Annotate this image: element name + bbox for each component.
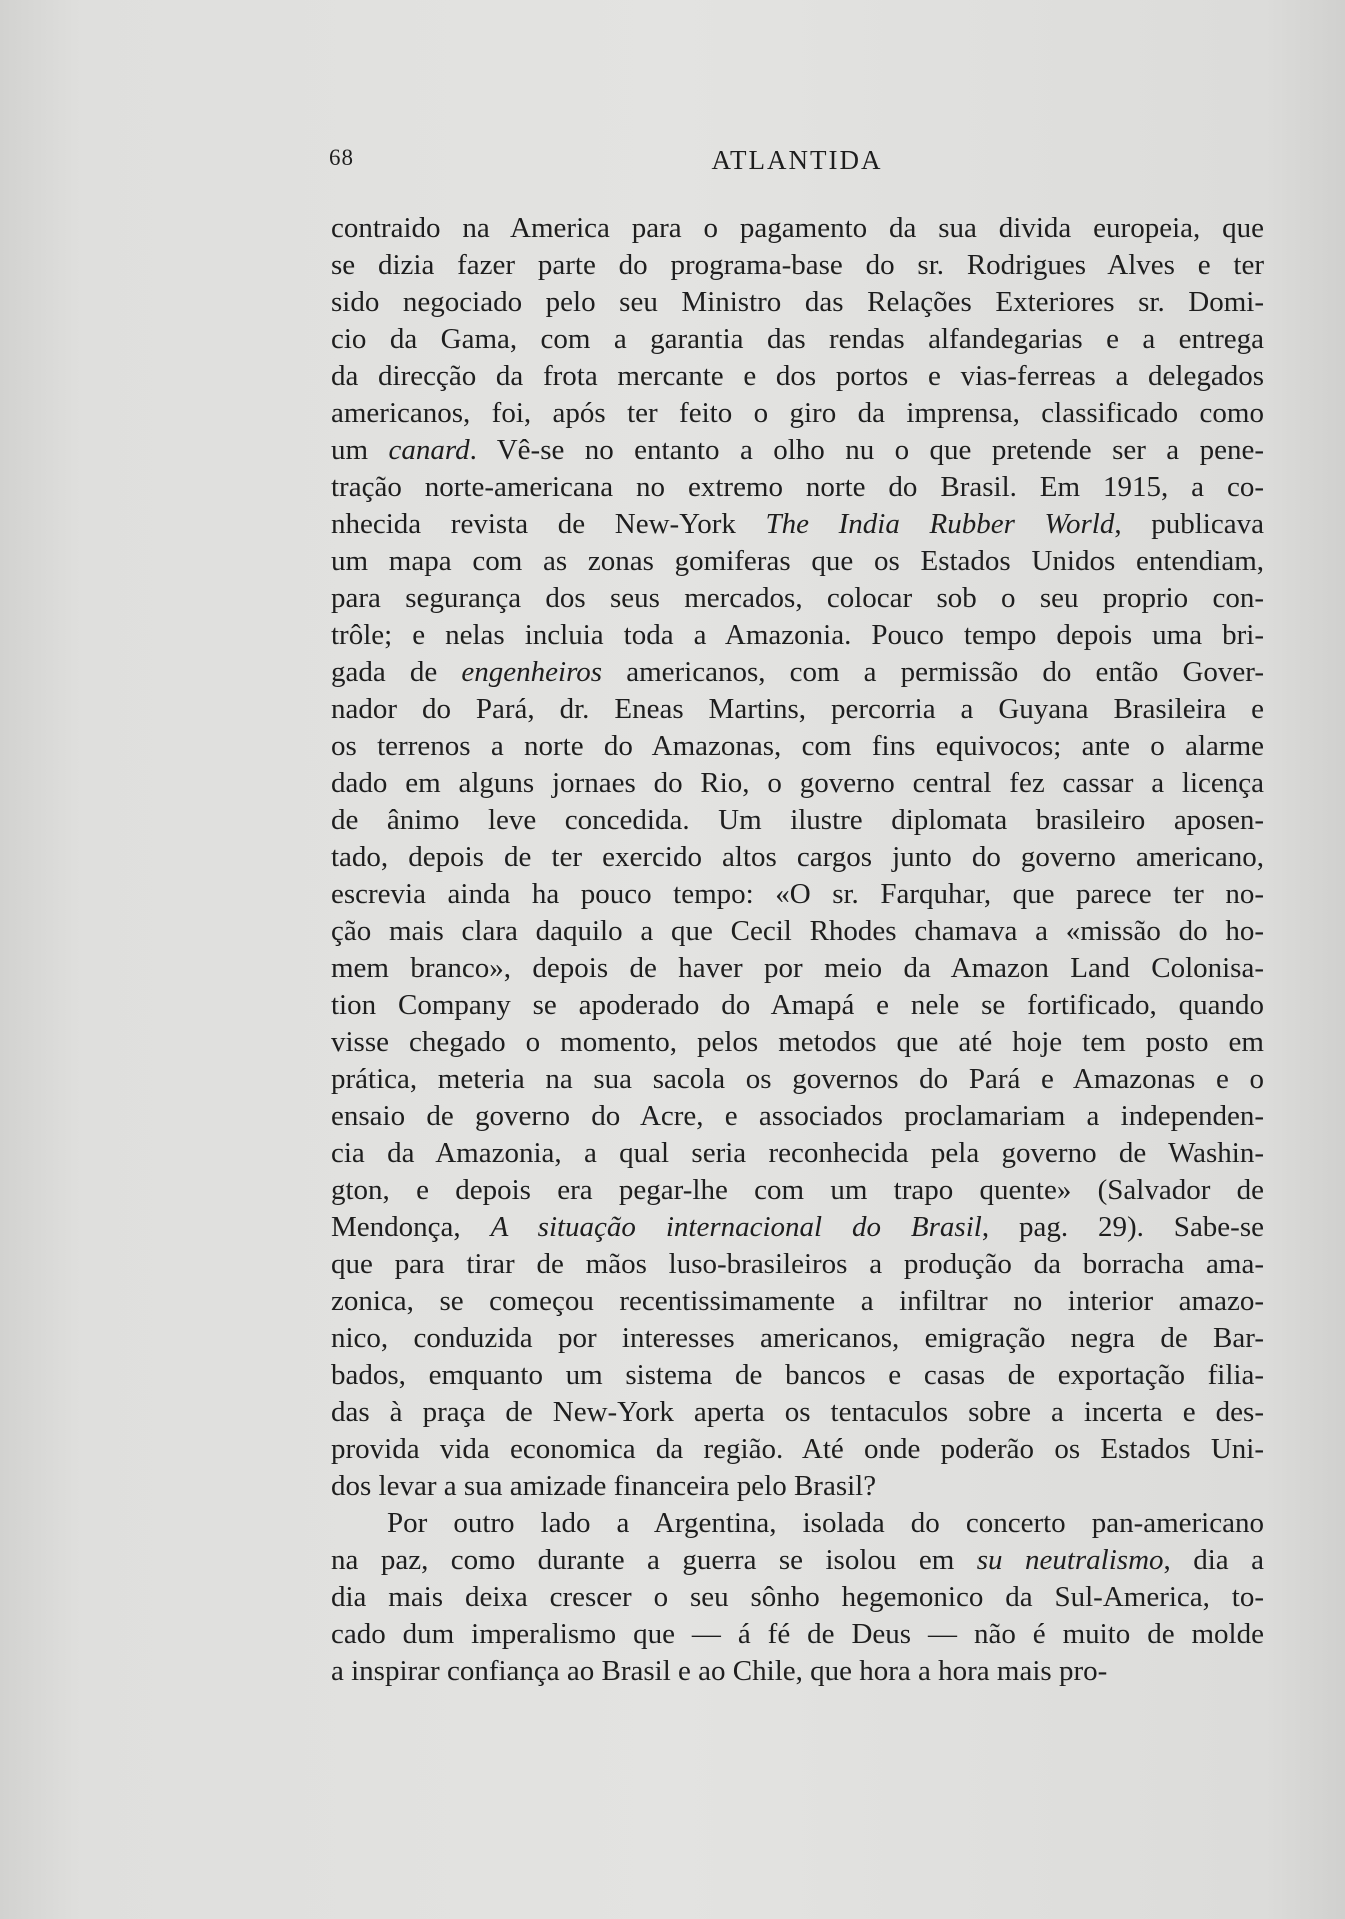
text-segment: um mapa com as zonas gomiferas que os Estados Unidos entendiam, — [331, 545, 1264, 577]
text-line — [331, 691, 1264, 728]
text-line — [331, 469, 1264, 506]
text-segment: , pag. 29). Sabe-se — [981, 1211, 1264, 1243]
text-line — [331, 1431, 1264, 1468]
text-line — [331, 1209, 1264, 1246]
text-segment: escrevia ainda ha pouco tempo: «O sr. Farquhar, que parece ter no- — [331, 878, 1264, 910]
text-segment: dos levar a sua amizade financeira pelo Brasil? — [331, 1470, 877, 1502]
text-line — [331, 1542, 1264, 1579]
text-segment: de ânimo leve concedida. Um ilustre diplomata brasileiro aposen- — [331, 804, 1264, 836]
text-segment: americanos, com a permissão do então Gover- — [602, 656, 1265, 688]
text-segment: gada de — [331, 656, 462, 688]
text-line — [331, 1468, 1264, 1505]
text-segment: dia mais deixa crescer o seu sônho hegemonico da Sul-America, to- — [331, 1581, 1264, 1613]
text-segment: sido negociado pelo seu Ministro das Relações Exteriores sr. Domi- — [331, 286, 1264, 318]
text-line — [331, 839, 1264, 876]
text-line — [331, 1616, 1264, 1653]
running-head: ATLANTIDA — [711, 145, 883, 175]
text-segment: Mendonça, — [331, 1211, 491, 1243]
text-line — [331, 543, 1264, 580]
text-line — [331, 321, 1264, 358]
italic-text: su neutralismo — [976, 1544, 1164, 1576]
text-line — [331, 876, 1264, 913]
text-line — [331, 1246, 1264, 1283]
text-line — [331, 765, 1264, 802]
text-segment: que para tirar de mãos luso-brasileiros a produção da borracha ama- — [331, 1248, 1264, 1280]
text-segment: tração norte-americana no extremo norte do Brasil. Em 1915, a co- — [331, 471, 1264, 503]
text-line — [331, 950, 1264, 987]
text-segment: da direcção da frota mercante e dos portos e vias-ferreas a delegados — [331, 360, 1264, 392]
text-segment: , dia a — [1163, 1544, 1264, 1576]
text-line — [331, 395, 1264, 432]
text-segment: provida vida economica da região. Até onde poderão os Estados Uni- — [331, 1433, 1264, 1465]
text-segment: zonica, se começou recentissimamente a infiltrar no interior amazo- — [331, 1285, 1264, 1317]
text-segment: os terrenos a norte do Amazonas, com fins equivocos; ante o alarme — [331, 730, 1264, 762]
text-segment: , publicava — [1114, 508, 1264, 540]
text-segment: das à praça de New-York aperta os tentaculos sobre a incerta e des- — [331, 1396, 1264, 1428]
text-segment: nico, conduzida por interesses americanos, emigração negra de Bar- — [331, 1322, 1264, 1354]
text-line — [331, 1320, 1264, 1357]
text-line — [331, 654, 1264, 691]
text-line — [331, 506, 1264, 543]
text-line — [331, 802, 1264, 839]
text-line — [331, 1579, 1264, 1616]
text-line — [331, 1653, 1264, 1690]
text-segment: gton, e depois era pegar-lhe com um trapo quente» (Salvador de — [331, 1174, 1264, 1206]
text-line — [331, 1135, 1264, 1172]
text-line — [331, 284, 1264, 321]
text-line — [331, 210, 1264, 247]
text-segment: mem branco», depois de haver por meio da Amazon Land Colonisa- — [331, 952, 1264, 984]
italic-text: The India Rubber World — [765, 508, 1115, 540]
text-segment: dado em alguns jornaes do Rio, o governo central fez cassar a licença — [331, 767, 1264, 799]
text-line — [331, 580, 1264, 617]
text-segment: cia da Amazonia, a qual seria reconhecida pela governo de Washin- — [331, 1137, 1264, 1169]
text-segment: visse chegado o momento, pelos metodos que até hoje tem posto em — [331, 1026, 1264, 1058]
text-segment: . Vê-se no entanto a olho nu o que pretende ser a pene- — [469, 434, 1264, 466]
text-segment: ção mais clara daquilo a que Cecil Rhodes chamava a «missão do ho- — [331, 915, 1264, 947]
text-segment: bados, emquanto um sistema de bancos e casas de exportação filia- — [331, 1359, 1264, 1391]
italic-text: canard — [388, 434, 470, 466]
text-segment: se dizia fazer parte do programa-base do sr. Rodrigues Alves e ter — [331, 249, 1264, 281]
text-line — [331, 247, 1264, 284]
text-line — [331, 358, 1264, 395]
text-segment: trôle; e nelas incluia toda a Amazonia. Pouco tempo depois uma bri- — [331, 619, 1264, 651]
text-line — [331, 1357, 1264, 1394]
text-segment: prática, meteria na sua sacola os governos do Pará e Amazonas e o — [331, 1063, 1264, 1095]
text-segment: na paz, como durante a guerra se isolou em — [331, 1544, 977, 1576]
text-segment: nador do Pará, dr. Eneas Martins, percorria a Guyana Brasileira e — [331, 693, 1264, 725]
text-segment: tion Company se apoderado do Amapá e nele se fortificado, quando — [331, 989, 1264, 1021]
text-segment: nhecida revista de New-York — [331, 508, 766, 540]
text-line — [331, 987, 1264, 1024]
text-line — [331, 913, 1264, 950]
text-line — [331, 1394, 1264, 1431]
text-line — [331, 1172, 1264, 1209]
text-segment: tado, depois de ter exercido altos cargos junto do governo americano, — [331, 841, 1264, 873]
text-segment: contraido na America para o pagamento da sua divida europeia, que — [331, 212, 1264, 244]
text-line — [331, 432, 1264, 469]
body-text — [331, 210, 1264, 1690]
text-segment: Por outro lado a Argentina, isolada do concerto pan-americano — [387, 1507, 1264, 1539]
italic-text: A situação internacional do Brasil — [490, 1211, 982, 1243]
page-header — [329, 145, 1265, 185]
text-segment: cio da Gama, com a garantia das rendas alfandegarias e a entrega — [331, 323, 1264, 355]
text-line — [331, 728, 1264, 765]
text-segment: a inspirar confiança ao Brasil e ao Chile, que hora a hora mais pro- — [331, 1655, 1108, 1687]
text-line — [331, 1098, 1264, 1135]
text-line — [331, 1024, 1264, 1061]
italic-text: engenheiros — [461, 656, 603, 688]
text-line — [331, 1061, 1264, 1098]
text-segment: americanos, foi, após ter feito o giro da imprensa, classificado como — [331, 397, 1264, 429]
text-segment: para segurança dos seus mercados, colocar sob o seu proprio con- — [331, 582, 1264, 614]
text-line — [331, 1283, 1264, 1320]
text-segment: cado dum imperalismo que — á fé de Deus — não é muito de molde — [331, 1618, 1264, 1650]
text-segment: um — [331, 434, 389, 466]
text-line — [331, 1505, 1264, 1542]
page-number: 68 — [329, 145, 354, 170]
text-line — [331, 617, 1264, 654]
text-segment: ensaio de governo do Acre, e associados proclamariam a independen- — [331, 1100, 1264, 1132]
